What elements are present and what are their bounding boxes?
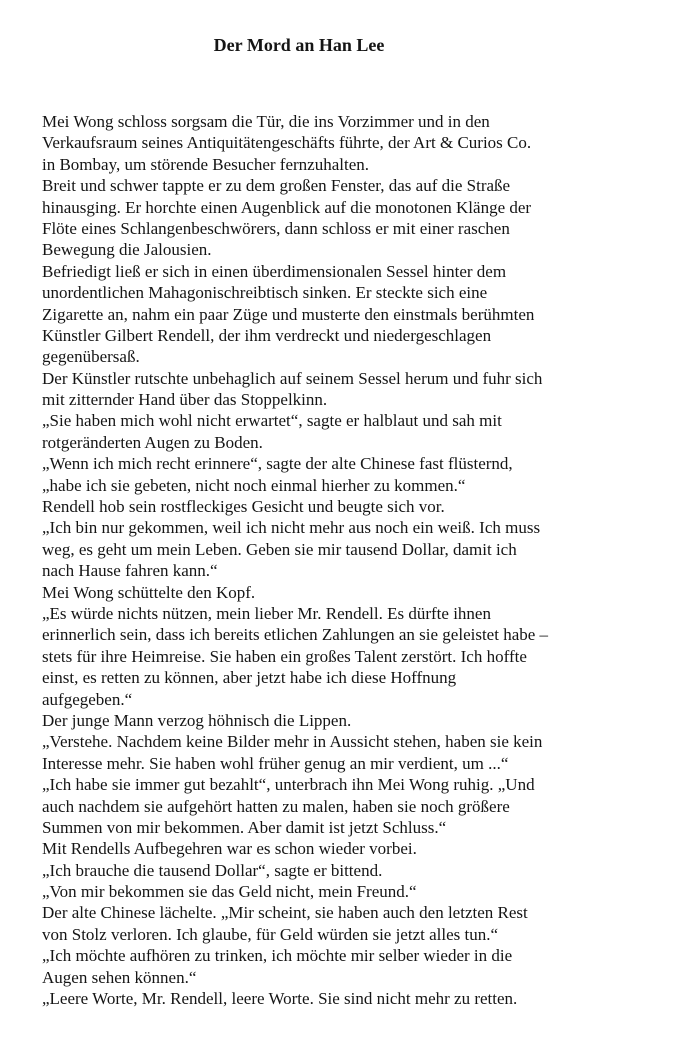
text-line: unordentlichen Mahagonischreibtisch sinken. Er steckte sich eine [42,283,488,303]
document-title: Der Mord an Han Lee [213,35,385,55]
text-line: „Ich brauche die tausend Dollar“, sagte er bittend. [42,860,383,880]
text-line: Augen sehen können.“ [42,967,197,987]
text-line: „Von mir bekommen sie das Geld nicht, mein Freund.“ [42,882,417,902]
text-line: Befriedigt ließ er sich in einen überdimensionalen Sessel hinter dem [42,261,507,281]
text-line: „habe ich sie gebeten, nicht noch einmal hierher zu kommen.“ [42,475,466,495]
text-line: gegenübersaß. [42,347,140,367]
text-line: „Leere Worte, Mr. Rendell, leere Worte. Sie sind nicht mehr zu retten. [42,989,518,1009]
text-line: hinausging. Er horchte einen Augenblick auf die monotonen Klänge der [42,197,532,217]
text-line: Der Künstler rutschte unbehaglich auf seinem Sessel herum und fuhr sich [42,368,543,388]
text-line: „Ich habe sie immer gut bezahlt“, unterbrach ihn Mei Wong ruhig. „Und [42,775,535,795]
text-line: einst, es retten zu können, aber jetzt habe ich diese Hoffnung [42,668,457,688]
text-line: Künstler Gilbert Rendell, der ihm verdreckt und niedergeschlagen [42,325,492,345]
text-line: von Stolz verloren. Ich glaube, für Geld würden sie jetzt alles tun.“ [42,924,499,944]
text-line: Mei Wong schüttelte den Kopf. [42,582,256,602]
text-line: Mei Wong schloss sorgsam die Tür, die ins Vorzimmer und in den [42,112,490,131]
text-line: Breit und schwer tappte er zu dem großen Fenster, das auf die Straße [42,176,511,196]
text-line: Bewegung die Jalousien. [42,240,212,260]
text-line: mit zitternder Hand über das Stoppelkinn. [42,390,328,410]
text-line: „Verstehe. Nachdem keine Bilder mehr in Aussicht stehen, haben sie kein [42,732,543,752]
text-line: weg, es geht um mein Leben. Geben sie mir tausend Dollar, damit ich [42,539,517,559]
text-line: Der junge Mann verzog höhnisch die Lippen. [42,710,352,730]
text-line: Summen von mir bekommen. Aber damit ist jetzt Schluss.“ [42,817,447,837]
text-line: auch nachdem sie aufgehört hatten zu malen, haben sie noch größere [42,796,510,816]
text-line: „Es würde nichts nützen, mein lieber Mr. Rendell. Es dürfte ihnen [42,603,491,623]
text-line: „Ich bin nur gekommen, weil ich nicht mehr aus noch ein weiß. Ich muss [42,518,541,538]
text-line: „Wenn ich mich recht erinnere“, sagte der alte Chinese fast flüsternd, [42,454,513,474]
document-body [42,111,682,1009]
text-line: „Sie haben mich wohl nicht erwartet“, sagte er halblaut und sah mit [42,411,502,431]
text-line: aufgegeben.“ [42,689,133,709]
text-line: Zigarette an, nahm ein paar Züge und musterte den einstmals berühmten [42,304,535,324]
text-line: „Ich möchte aufhören zu trinken, ich möchte mir selber wieder in die [42,946,513,966]
text-line: Flöte eines Schlangenbeschwörers, dann schloss er mit einer raschen [42,218,510,238]
text-line: erinnerlich sein, dass ich bereits etlichen Zahlungen an sie geleistet habe – [42,625,549,645]
text-line: Der alte Chinese lächelte. „Mir scheint, sie haben auch den letzten Rest [42,903,528,923]
text-line: Rendell hob sein rostfleckiges Gesicht und beugte sich vor. [42,497,445,517]
text-line: rotgeränderten Augen zu Boden. [42,432,263,452]
text-line: Mit Rendells Aufbegehren war es schon wieder vorbei. [42,839,417,859]
text-line: Verkaufsraum seines Antiquitätengeschäfts führte, der Art & Curios Co. [42,133,532,153]
text-line: stets für ihre Heimreise. Sie haben ein großes Talent zerstört. Ich hoffte [42,646,527,666]
text-line: Interesse mehr. Sie haben wohl früher genug an mir verdient, um ...“ [42,753,509,773]
text-line: nach Hause fahren kann.“ [42,561,218,581]
text-line: in Bombay, um störende Besucher fernzuhalten. [42,154,369,174]
